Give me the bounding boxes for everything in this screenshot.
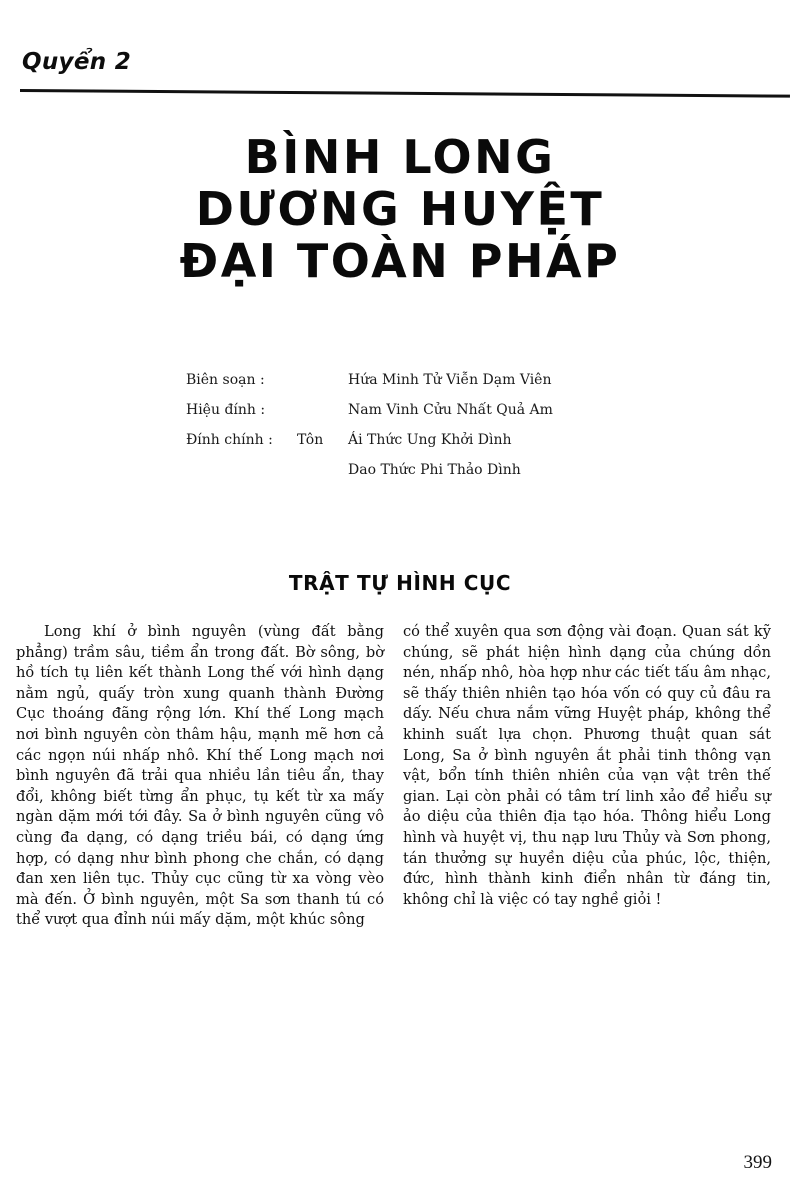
title-line-1: BÌNH LONG [244, 130, 556, 184]
body-columns [16, 622, 784, 931]
credit-label: Đính chính : [186, 432, 273, 448]
credit-value: Ái Thức Ung Khởi Dình [348, 432, 512, 448]
credit-row [186, 372, 553, 402]
paragraph-right: có thể xuyên qua sơn động vài đoạn. Quan sát kỹ chúng, sẽ phát hiện hình dạng của chúng dồn nén, nhấp nhô, hòa hợp như các tiết tấu âm nhạc, sẽ thấy thiên nhiên tạo hóa vốn có quy củ đâu ra dấy. Nếu chưa nắm vững Huyệt pháp, không thể khinh suất lựa chọn. Phương thuật quan sát Long, Sa ở bình nguyên ắt phải tinh thông vạn vật, bổn tính thiên nhiên của vạn vật trên thế gian. Lại còn phải có tâm trí linh xảo để hiểu sự ảo diệu của thiên địa tạo hóa. Thông hiểu Long hình và huyệt vị, thu nạp lưu Thủy và Sơn phong, tán thưởng sự huyền diệu của phúc, lộc, thiện, đức, hình thành kinh điển nhân từ đáng tin, không chỉ là việc có tay nghề giỏi ! [403, 623, 771, 908]
credit-extra-line: Dao Thức Phi Thảo Dình [348, 462, 521, 478]
column-right [403, 622, 771, 931]
page-number: 399 [743, 1152, 772, 1173]
credits-block [186, 372, 553, 491]
column-left [16, 622, 384, 931]
book-title [0, 131, 800, 287]
credit-label: Hiệu đính : [186, 402, 266, 418]
section-heading: TRẬT TỰ HÌNH CỤC [288, 571, 512, 595]
credit-label: Biên soạn : [186, 372, 265, 388]
title-line-3: ĐẠI TOÀN PHÁP [179, 234, 621, 288]
credit-prefix: Tôn [297, 432, 324, 448]
running-head: Quyển 2 [22, 49, 132, 75]
credit-value: Nam Vinh Cửu Nhất Quả Am [348, 402, 553, 418]
credit-row [186, 432, 553, 462]
credit-row [186, 402, 553, 432]
title-line-2: DƯƠNG HUYỆT [195, 182, 605, 236]
credit-value: Hứa Minh Tử Viễn Dạm Viên [348, 372, 552, 388]
paragraph-left: Long khí ở bình nguyên (vùng đất bằng phẳng) trầm sâu, tiềm ẩn trong đất. Bờ sông, bờ hồ tích tụ liên kết thành Long thế với hình dạng nằm ngủ, quấy tròn xung quanh thành Đường Cục thoáng đãng rộng lớn. Khí thế Long mạch nơi bình nguyên còn thâm hậu, mạnh mẽ hơn cả các ngọn núi nhấp nhô. Khí thế Long mạch nơi bình nguyên đã trải qua nhiều lần tiêu ẩn, thay đổi, không biết từng ẩn phục, tụ kết từ xa mấy ngàn dặm mới tới đây. Sa ở bình nguyên cũng vô cùng đa dạng, có dạng triều bái, có dạng ứng hợp, có dạng như bình phong che chắn, có dạng đan xen liên tục. Thủy cục cũng từ xa vòng vèo mà đến. Ở bình nguyên, một Sa sơn thanh tú có thể vượt qua đỉnh núi mấy dặm, một khúc sông [16, 623, 384, 929]
header-rule [20, 89, 790, 98]
